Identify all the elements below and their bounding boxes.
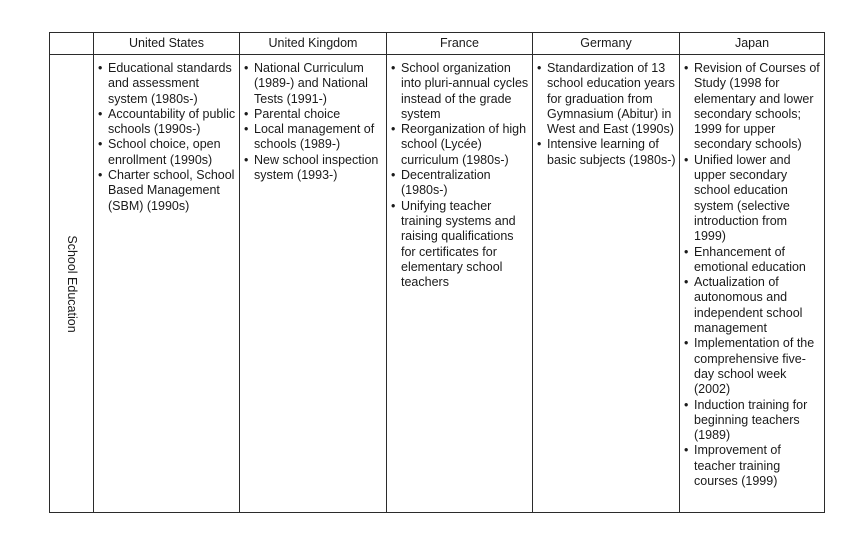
list-item: • Improvement of teacher training courses (1999) xyxy=(684,443,822,489)
list-item: • Standardization of 13 school education years for graduation from Gymnasium (Abitur) in West and East (1990s) xyxy=(537,61,677,137)
list-item: • Actualization of autonomous and independent school management xyxy=(684,275,822,336)
row-label: School Education xyxy=(64,234,79,333)
list-item: • Implementation of the comprehensive five-day school week (2002) xyxy=(684,336,822,397)
bullet-list-united-states xyxy=(94,55,239,214)
list-item: • Parental choice xyxy=(244,107,384,122)
bullet-list-japan xyxy=(680,55,824,489)
education-reform-table xyxy=(49,32,825,513)
header-japan: Japan xyxy=(680,33,825,55)
cell-united-kingdom xyxy=(240,55,387,513)
header-united-kingdom: United Kingdom xyxy=(240,33,387,55)
cell-germany xyxy=(533,55,680,513)
header-germany: Germany xyxy=(533,33,680,55)
header-united-states: United States xyxy=(94,33,240,55)
list-item: • Local management of schools (1989-) xyxy=(244,122,384,153)
list-item: • Enhancement of emotional education xyxy=(684,245,822,276)
list-item: • Revision of Courses of Study (1998 for elementary and lower secondary schools; 1999 for upper secondary schools) xyxy=(684,61,822,153)
header-france: France xyxy=(387,33,533,55)
bullet-list-germany xyxy=(533,55,679,168)
cell-france xyxy=(387,55,533,513)
list-item: • National Curriculum (1989-) and National Tests (1991-) xyxy=(244,61,384,107)
list-item: • School organization into pluri-annual cycles instead of the grade system xyxy=(391,61,530,122)
list-item: • Induction training for beginning teachers (1989) xyxy=(684,398,822,444)
row-label-cell xyxy=(50,55,94,513)
list-item: • New school inspection system (1993-) xyxy=(244,153,384,184)
cell-united-states xyxy=(94,55,240,513)
bullet-list-united-kingdom xyxy=(240,55,386,183)
list-item: • Intensive learning of basic subjects (1980s-) xyxy=(537,137,677,168)
list-item: • Educational standards and assessment system (1980s-) xyxy=(98,61,237,107)
header-corner xyxy=(50,33,94,55)
list-item: • Unifying teacher training systems and raising qualifications for certificates for elementary school teachers xyxy=(391,199,530,291)
header-row xyxy=(50,33,825,55)
school-education-row xyxy=(50,55,825,513)
list-item: • Charter school, School Based Management (SBM) (1990s) xyxy=(98,168,237,214)
list-item: • Unified lower and upper secondary school education system (selective introduction from 1999) xyxy=(684,153,822,245)
list-item: • Reorganization of high school (Lycée) curriculum (1980s-) xyxy=(391,122,530,168)
cell-japan xyxy=(680,55,825,513)
bullet-list-france xyxy=(387,55,532,290)
list-item: • Decentralization (1980s-) xyxy=(391,168,530,199)
list-item: • Accountability of public schools (1990s-) xyxy=(98,107,237,138)
list-item: • School choice, open enrollment (1990s) xyxy=(98,137,237,168)
